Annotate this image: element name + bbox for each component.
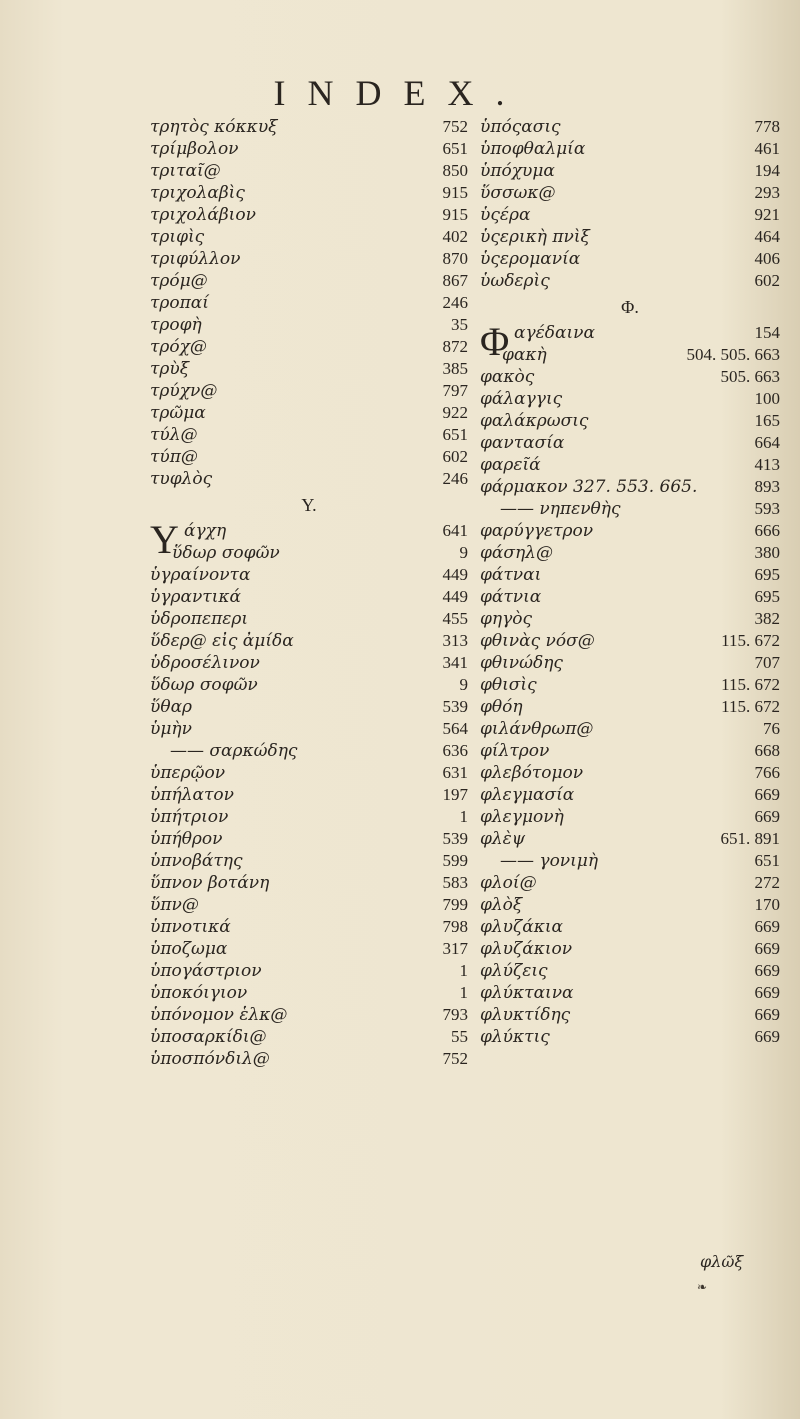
page-number: 293 [754,183,780,202]
index-entry [480,410,780,432]
page-number: 9 [459,675,468,694]
index-term: φλὲψ [480,829,526,849]
index-entry [150,674,468,696]
index-entry [480,652,780,674]
index-entry [150,586,468,608]
index-term: τρῶμα [150,403,206,423]
page-header: INDEX. [273,73,527,113]
page-number: 9 [459,543,468,562]
index-entry [150,358,468,380]
section-heading-phi: Φ. [621,297,639,317]
page-number: 246 [442,293,468,312]
index-term: τρόχ@ [150,337,207,357]
index-entry [480,454,780,476]
drop-cap-letter: Φ [480,319,510,364]
index-entry [150,226,468,248]
index-term: ὕδερ@ εἰς ἀμίδα [150,631,294,651]
page-number: 593 [754,499,780,518]
index-entry [150,894,468,916]
index-entry [150,1026,468,1048]
index-term: φάσηλ@ [480,543,553,563]
page-number: 165 [754,411,780,430]
index-term: φαλάκρωσις [480,411,589,431]
index-entry [150,762,468,784]
index-entry [480,1004,780,1026]
index-entry [480,982,780,1004]
index-entry [480,498,780,520]
index-entry [150,828,468,850]
page-number: 631 [442,763,468,782]
index-entry [480,138,780,160]
index-term: τριταῖ@ [150,161,221,181]
index-entry [150,402,468,424]
page-number: 197 [442,785,468,804]
index-entry [150,718,468,740]
index-entry [150,424,468,446]
index-term: τρητὸς κόκκυξ [150,117,278,137]
page-number: 893 [754,477,780,496]
drop-cap-letter: Υ [150,517,179,562]
page-number: 1 [459,961,468,980]
page-number: 641 [442,521,468,540]
index-entry [150,336,468,358]
index-term: ὑπήθρον [150,829,223,849]
index-entry [150,696,468,718]
index-entry [150,564,468,586]
index-term: ὑπόνομον ἑλκ@ [150,1005,288,1025]
index-term: ὑγραίνοντα [150,565,251,585]
index-term: φλυζάκιον [480,939,573,959]
page-number: 669 [754,961,780,980]
index-term: φλυκτίδης [480,1005,571,1025]
page-number: 915 [442,183,468,202]
index-term: ὕπνον βοτάνη [150,873,270,893]
index-term: τριχολαβὶς [150,183,245,203]
page-number: 602 [442,447,468,466]
page-number: 115. 672 [721,675,780,694]
page-number: 1 [459,807,468,826]
page-number: 406 [754,249,780,268]
page-number: 402 [442,227,468,246]
page-number: 651. 891 [720,829,780,848]
index-term: αγέδαινα [514,323,595,343]
page-number: 76 [763,719,780,738]
index-entry [150,872,468,894]
index-term: φλεγμασία [480,785,575,805]
index-entry [480,586,780,608]
index-term: ὑπήλατον [150,785,234,805]
index-entry [150,182,468,204]
index-entry [480,564,780,586]
index-entry [480,696,780,718]
index-term: ὑδροσέλινον [150,653,260,673]
page-number: 464 [754,227,780,246]
section-heading-upsilon: Υ. [301,495,317,515]
index-term: ὑωδερὶς [480,271,550,291]
page-number: 867 [442,271,468,290]
index-term: τρόμ@ [150,271,208,291]
page-number: 154 [754,323,780,342]
index-entry [150,806,468,828]
index-term: φίλτρον [480,741,550,761]
page-number: 455 [442,609,468,628]
page-number: 272 [754,873,780,892]
index-term: ὑποκόιγιον [150,983,248,1003]
index-term: ὑποζωμα [150,939,228,959]
page-number: 100 [754,389,780,408]
page-number: 850 [442,161,468,180]
page-number: 413 [754,455,780,474]
page-number: 539 [442,829,468,848]
page-number: 55 [451,1027,468,1046]
index-entry [480,762,780,784]
page-number: 778 [754,117,780,136]
page-number: 669 [754,785,780,804]
index-term: τριχολάβιον [150,205,256,225]
index-term: τριφὶς [150,227,205,247]
page-number: 668 [754,741,780,760]
index-term: ὑποσπόνδιλ@ [150,1049,270,1069]
page-number: 922 [442,403,468,422]
page-number: 504. 505. 663 [686,345,780,364]
page-number: 915 [442,205,468,224]
signature-mark: ❧ [697,1280,708,1294]
page-number: 449 [442,587,468,606]
index-term: φάλαγγις [480,389,563,409]
index-term: ὕπν@ [150,895,199,915]
index-entry [150,1004,468,1026]
index-term: φηγὸς [480,609,533,629]
index-entry [480,388,780,410]
index-entry [480,476,780,498]
index-entry [480,204,780,226]
index-entry [150,982,468,1004]
page-number: 669 [754,1005,780,1024]
index-term: άγχη [184,521,227,541]
index-term: —— σαρκώδης [170,741,298,761]
index-entry [480,432,780,454]
index-term: φλοί@ [480,873,537,893]
index-term: φλύζεις [480,961,548,981]
page-number: 799 [442,895,468,914]
page-number: 313 [442,631,468,650]
index-term: τύλ@ [150,425,198,445]
index-term: ὑπερῷον [150,763,226,783]
page-number: 669 [754,807,780,826]
page-number: 752 [442,1049,468,1068]
page-number: 766 [754,763,780,782]
page-number: 539 [442,697,468,716]
index-term: τύπ@ [150,447,198,467]
index-entry [480,960,780,982]
index-entry [150,850,468,872]
index-term: τρὺξ [150,359,190,379]
index-entry [480,718,780,740]
index-term: ὑςέρα [480,205,531,225]
index-entry [480,226,780,248]
index-term: φακὴ [502,345,547,365]
page-number: 317 [442,939,468,958]
page-number: 246 [442,469,468,488]
page-number: 921 [754,205,780,224]
page-number: 798 [442,917,468,936]
index-term: —— νηπενθὴς [500,499,621,519]
page-number: 583 [442,873,468,892]
index-term: τρύχν@ [150,381,218,401]
index-entry [480,938,780,960]
index-term: ὑπόςασις [480,117,561,137]
index-entry [480,872,780,894]
page-number: 651 [442,139,468,158]
index-term: ὑμὴν [150,719,192,739]
index-entry [150,116,468,138]
index-term: τριφύλλον [150,249,241,269]
index-term: φθόη [480,697,523,717]
index-term: ὕσσωκ@ [480,183,556,203]
left-index-column [150,116,468,1070]
page-number: 341 [442,653,468,672]
index-term: φιλάνθρωπ@ [480,719,594,739]
index-entry [480,520,780,542]
index-term: ὕθαρ [150,697,193,717]
index-term: φαρεῖά [480,455,541,475]
index-entry [480,608,780,630]
index-entry [480,160,780,182]
index-term: φλεγμονὴ [480,807,564,827]
page-number: 669 [754,917,780,936]
index-entry [150,270,468,292]
index-entry [150,380,468,402]
index-term: φθισὶς [480,675,537,695]
page-number: 636 [442,741,468,760]
index-term: ὑςερομανία [480,249,581,269]
index-term: φλὸξ [480,895,523,915]
page-number: 669 [754,983,780,1002]
index-term: φθινὰς νόσ@ [480,631,595,651]
drop-cap-entry-upsilon [150,517,468,564]
index-term: φαρύγγετρον [480,521,594,541]
index-term: τροφὴ [150,315,202,335]
page-number: 695 [754,565,780,584]
index-entry [150,938,468,960]
index-term: φλύκταινα [480,983,574,1003]
page-number: 170 [754,895,780,914]
index-entry [150,916,468,938]
index-term: φλύκτις [480,1027,550,1047]
index-term: φαντασία [480,433,565,453]
page-number: 651 [754,851,780,870]
index-entry [150,314,468,336]
index-term: ὑπογάστριον [150,961,262,981]
index-entry [150,248,468,270]
index-term: ὑδροπεπερι [150,609,249,629]
index-entry [480,674,780,696]
index-term: ὑγραντικά [150,587,242,607]
index-entry [150,630,468,652]
index-term: ὑποφθαλμία [480,139,586,159]
index-term: τρίμβολον [150,139,239,159]
page-number: 666 [754,521,780,540]
page-number: 602 [754,271,780,290]
index-term: ὑπνοβάτης [150,851,243,871]
page-number: 449 [442,565,468,584]
index-term: ὕδωρ σοφῶν [172,543,280,563]
page-number: 385 [442,359,468,378]
drop-cap-entry-phi [480,319,780,366]
index-entry [480,806,780,828]
page-number: 793 [442,1005,468,1024]
index-entry [150,292,468,314]
index-term: φάτναι [480,565,542,585]
index-term: ὑςερικὴ πνὶξ [480,227,590,247]
index-entry [480,116,780,138]
index-term: φλυζάκια [480,917,563,937]
index-entry [150,1048,468,1070]
index-entry [150,138,468,160]
index-term: τυφλὸς [150,469,213,489]
index-entry [150,740,468,762]
page-number: 599 [442,851,468,870]
index-entry [150,160,468,182]
index-term: φάτνια [480,587,542,607]
page-number: 35 [451,315,468,334]
index-term: ὑποσαρκίδι@ [150,1027,267,1047]
index-entry [150,608,468,630]
index-term: φάρμακον 327. 553. 665. [480,477,698,497]
index-entry [150,784,468,806]
index-entry [480,366,780,388]
page-number: 505. 663 [720,367,780,386]
index-entry [480,916,780,938]
index-term: φακὸς [480,367,535,387]
index-entry [480,630,780,652]
index-entry [480,182,780,204]
page-number: 564 [442,719,468,738]
index-entry [480,270,780,292]
index-term: φθινώδης [480,653,563,673]
index-term: —— γονιμὴ [500,851,599,871]
index-entry [480,542,780,564]
index-entry [150,446,468,468]
index-entry [480,740,780,762]
index-term: ὑπόχυμα [480,161,555,181]
page-number: 651 [442,425,468,444]
index-entry [480,248,780,270]
page-number: 695 [754,587,780,606]
index-entry [480,850,780,872]
catchword: φλῶξ [700,1252,744,1271]
index-entry [480,1026,780,1048]
index-term: ὑπνοτικά [150,917,231,937]
page-number: 1 [459,983,468,1002]
right-index-column [480,116,780,1048]
page-number: 669 [754,1027,780,1046]
index-term: ὕδωρ σοφῶν [150,675,258,695]
index-term: φλεβότομον [480,763,584,783]
index-entry [480,784,780,806]
page-number: 797 [442,381,468,400]
page-number: 669 [754,939,780,958]
index-term: ὑπήτριον [150,807,229,827]
index-entry [150,204,468,226]
page-number: 380 [754,543,780,562]
index-term: τροπαί [150,293,209,313]
index-entry [150,468,468,490]
index-entry [480,894,780,916]
index-entry [480,828,780,850]
page-number: 664 [754,433,780,452]
page-number: 752 [442,117,468,136]
page-number: 115. 672 [721,697,780,716]
page-number: 707 [754,653,780,672]
index-entry [150,960,468,982]
page-number: 194 [754,161,780,180]
page-number: 870 [442,249,468,268]
page-number: 115. 672 [721,631,780,650]
page-number: 872 [442,337,468,356]
page-number: 382 [754,609,780,628]
index-entry [150,652,468,674]
page-number: 461 [754,139,780,158]
